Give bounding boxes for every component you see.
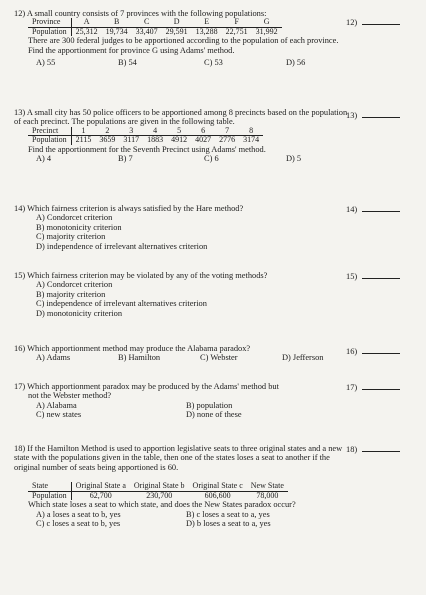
choice[interactable]: B) monotonicity criterion bbox=[36, 222, 122, 232]
answer-slot-13[interactable] bbox=[346, 110, 422, 120]
choice[interactable]: A) 4 bbox=[36, 154, 52, 164]
answer-choices bbox=[14, 280, 354, 318]
table-cell: 22,751 bbox=[225, 26, 248, 36]
choice[interactable]: C) independence of irrelevant alternatives criterion bbox=[36, 299, 207, 309]
table-cell: 606,600 bbox=[204, 490, 231, 500]
answer-slot-14[interactable] bbox=[346, 204, 422, 214]
table-cell: 1 bbox=[71, 127, 95, 136]
table-cell: A bbox=[71, 18, 102, 27]
answer-label: 17) bbox=[346, 383, 358, 392]
answer-label: 12) bbox=[346, 18, 358, 27]
table-cell: C bbox=[132, 18, 162, 27]
table-row-label: Population bbox=[28, 27, 71, 36]
answer-slot-15[interactable] bbox=[346, 271, 422, 281]
choice[interactable]: C) 6 bbox=[204, 154, 219, 164]
question-number: 16) bbox=[14, 344, 26, 353]
table-cell: 7 bbox=[215, 127, 239, 136]
table-cell: F bbox=[222, 18, 252, 27]
question-number: 15) bbox=[14, 271, 26, 280]
table-cell: 33,407 bbox=[135, 26, 158, 36]
table-cell: 3 bbox=[119, 127, 143, 136]
choice[interactable]: B) population bbox=[186, 400, 233, 410]
table-cell: 2 bbox=[95, 127, 119, 136]
table-cell: 1883 bbox=[147, 135, 164, 145]
table-cell: 78,000 bbox=[256, 490, 279, 500]
answer-choices bbox=[14, 510, 354, 529]
choice[interactable]: C) Webster bbox=[200, 353, 238, 363]
answer-blank[interactable] bbox=[362, 382, 400, 390]
question-text: not the Webster method? bbox=[28, 391, 112, 401]
choice[interactable]: B) Hamilton bbox=[118, 353, 161, 363]
question-text: There are 300 federal judges to be apportioned according to the population of each province. Find the apportionment for province G using Adams' method. bbox=[28, 36, 339, 55]
choice[interactable]: D) 5 bbox=[286, 154, 302, 164]
table-row-label: Population bbox=[28, 491, 71, 500]
question-text: If the Hamilton Method is used to apportion legislative seats to three original states and a new state with the populations given in the table, then one of the states loses a seat to another if the original number of seats being apportioned is 60. bbox=[14, 444, 343, 472]
question-text: Find the apportionment for the Seventh Precinct using Adams' method. bbox=[28, 144, 266, 154]
table-row-label: Province bbox=[28, 18, 71, 27]
question-number: 17) bbox=[14, 382, 26, 391]
choice[interactable]: D) monotonicity criterion bbox=[36, 308, 123, 318]
question-text: Which fairness criterion may be violated by any of the voting methods? bbox=[27, 271, 268, 280]
population-table bbox=[28, 18, 282, 36]
choice[interactable]: A) Condorcet criterion bbox=[36, 213, 113, 223]
choice[interactable]: D) 56 bbox=[286, 58, 306, 68]
table-cell: 29,591 bbox=[165, 26, 188, 36]
answer-blank[interactable] bbox=[362, 271, 400, 279]
choice[interactable]: D) none of these bbox=[186, 410, 242, 420]
answer-slot-18[interactable] bbox=[346, 444, 422, 454]
choice[interactable]: C) 53 bbox=[204, 58, 223, 68]
table-cell: 6 bbox=[191, 127, 215, 136]
choice[interactable]: C) new states bbox=[36, 410, 82, 420]
answer-blank[interactable] bbox=[362, 110, 400, 118]
question-number: 14) bbox=[14, 204, 26, 213]
choice[interactable]: C) c loses a seat to b, yes bbox=[36, 519, 121, 529]
choice[interactable]: A) 55 bbox=[36, 58, 56, 68]
choice[interactable]: A) Alabama bbox=[36, 400, 77, 410]
question-17 bbox=[14, 382, 354, 420]
table-cell: 4027 bbox=[195, 135, 212, 145]
question-12 bbox=[14, 9, 354, 68]
table-row-label: Precinct bbox=[28, 127, 71, 136]
question-13 bbox=[14, 108, 354, 164]
choice[interactable]: A) Condorcet criterion bbox=[36, 280, 113, 290]
choice[interactable]: C) majority criterion bbox=[36, 232, 106, 242]
choice[interactable]: A) a loses a seat to b, yes bbox=[36, 509, 121, 519]
table-cell: 3174 bbox=[243, 135, 260, 145]
question-text: A small city has 50 police officers to be apportioned among 8 precincts based on the population of each precinct. The populations are given in the following table. bbox=[14, 108, 348, 127]
question-text: Which apportionment method may produce the Alabama paradox? bbox=[27, 344, 251, 353]
table-cell: 19,734 bbox=[105, 26, 128, 36]
question-16 bbox=[14, 344, 354, 363]
table-cell: New State bbox=[247, 482, 288, 491]
answer-slot-17[interactable] bbox=[346, 382, 422, 392]
answer-slot-16[interactable] bbox=[346, 346, 422, 356]
answer-blank[interactable] bbox=[362, 17, 400, 25]
table-cell: 3659 bbox=[99, 135, 116, 145]
choice[interactable]: B) majority criterion bbox=[36, 289, 106, 299]
table-cell: 62,700 bbox=[89, 490, 112, 500]
table-cell: B bbox=[102, 18, 132, 27]
table-cell: 4 bbox=[143, 127, 167, 136]
population-table bbox=[28, 127, 263, 145]
table-cell: D bbox=[162, 18, 192, 27]
question-number: 13) bbox=[14, 108, 26, 117]
choice[interactable]: B) c loses a seat to a, yes bbox=[186, 509, 270, 519]
answer-label: 18) bbox=[346, 445, 358, 454]
choice[interactable]: D) Jefferson bbox=[282, 353, 324, 363]
answer-blank[interactable] bbox=[362, 204, 400, 212]
question-text: Which apportionment paradox may be produced by the Adams' method but bbox=[27, 382, 279, 391]
table-row-label: Population bbox=[28, 136, 71, 145]
table-row-label: State bbox=[28, 482, 71, 491]
question-18 bbox=[14, 444, 354, 529]
answer-label: 13) bbox=[346, 111, 358, 120]
answer-slot-12[interactable] bbox=[346, 17, 422, 27]
question-text: A small country consists of 7 provinces with the following populations: bbox=[26, 9, 267, 18]
answer-label: 16) bbox=[346, 347, 358, 356]
answer-blank[interactable] bbox=[362, 346, 400, 354]
question-14 bbox=[14, 204, 354, 251]
table-cell: Original State b bbox=[130, 482, 189, 491]
question-text: Which fairness criterion is always satisfied by the Hare method? bbox=[27, 204, 244, 213]
table-cell: 25,312 bbox=[75, 26, 98, 36]
table-cell: 3117 bbox=[123, 135, 140, 145]
answer-blank[interactable] bbox=[362, 444, 400, 452]
choice[interactable]: B) 54 bbox=[118, 58, 137, 68]
table-cell: 230,700 bbox=[146, 490, 173, 500]
table-cell: 8 bbox=[239, 127, 263, 136]
table-cell: 13,288 bbox=[195, 26, 218, 36]
table-cell: E bbox=[192, 18, 222, 27]
answer-choices bbox=[14, 213, 354, 251]
population-table bbox=[28, 482, 288, 500]
table-cell: Original State c bbox=[189, 482, 247, 491]
choice[interactable]: A) Adams bbox=[36, 353, 71, 363]
choice[interactable]: B) 7 bbox=[118, 154, 133, 164]
choice[interactable]: D) independence of irrelevant alternatives criterion bbox=[36, 241, 208, 251]
question-number: 18) bbox=[14, 444, 26, 453]
table-cell: Original State a bbox=[71, 482, 130, 491]
answer-choices bbox=[14, 401, 354, 420]
question-number: 12) bbox=[14, 9, 26, 18]
answer-choices bbox=[14, 154, 354, 163]
choice[interactable]: D) b loses a seat to a, yes bbox=[186, 519, 271, 529]
table-cell: 2115 bbox=[75, 135, 92, 145]
table-cell: 2776 bbox=[219, 135, 236, 145]
question-text: Which state loses a seat to which state, and does the New States paradox occur? bbox=[28, 500, 296, 510]
answer-label: 14) bbox=[346, 205, 358, 214]
table-cell: G bbox=[252, 18, 282, 27]
answer-label: 15) bbox=[346, 272, 358, 281]
answer-choices bbox=[14, 58, 354, 67]
question-15 bbox=[14, 271, 354, 318]
table-cell: 31,992 bbox=[255, 26, 278, 36]
answer-choices bbox=[14, 353, 354, 362]
table-cell: 4912 bbox=[171, 135, 188, 145]
table-cell: 5 bbox=[167, 127, 191, 136]
